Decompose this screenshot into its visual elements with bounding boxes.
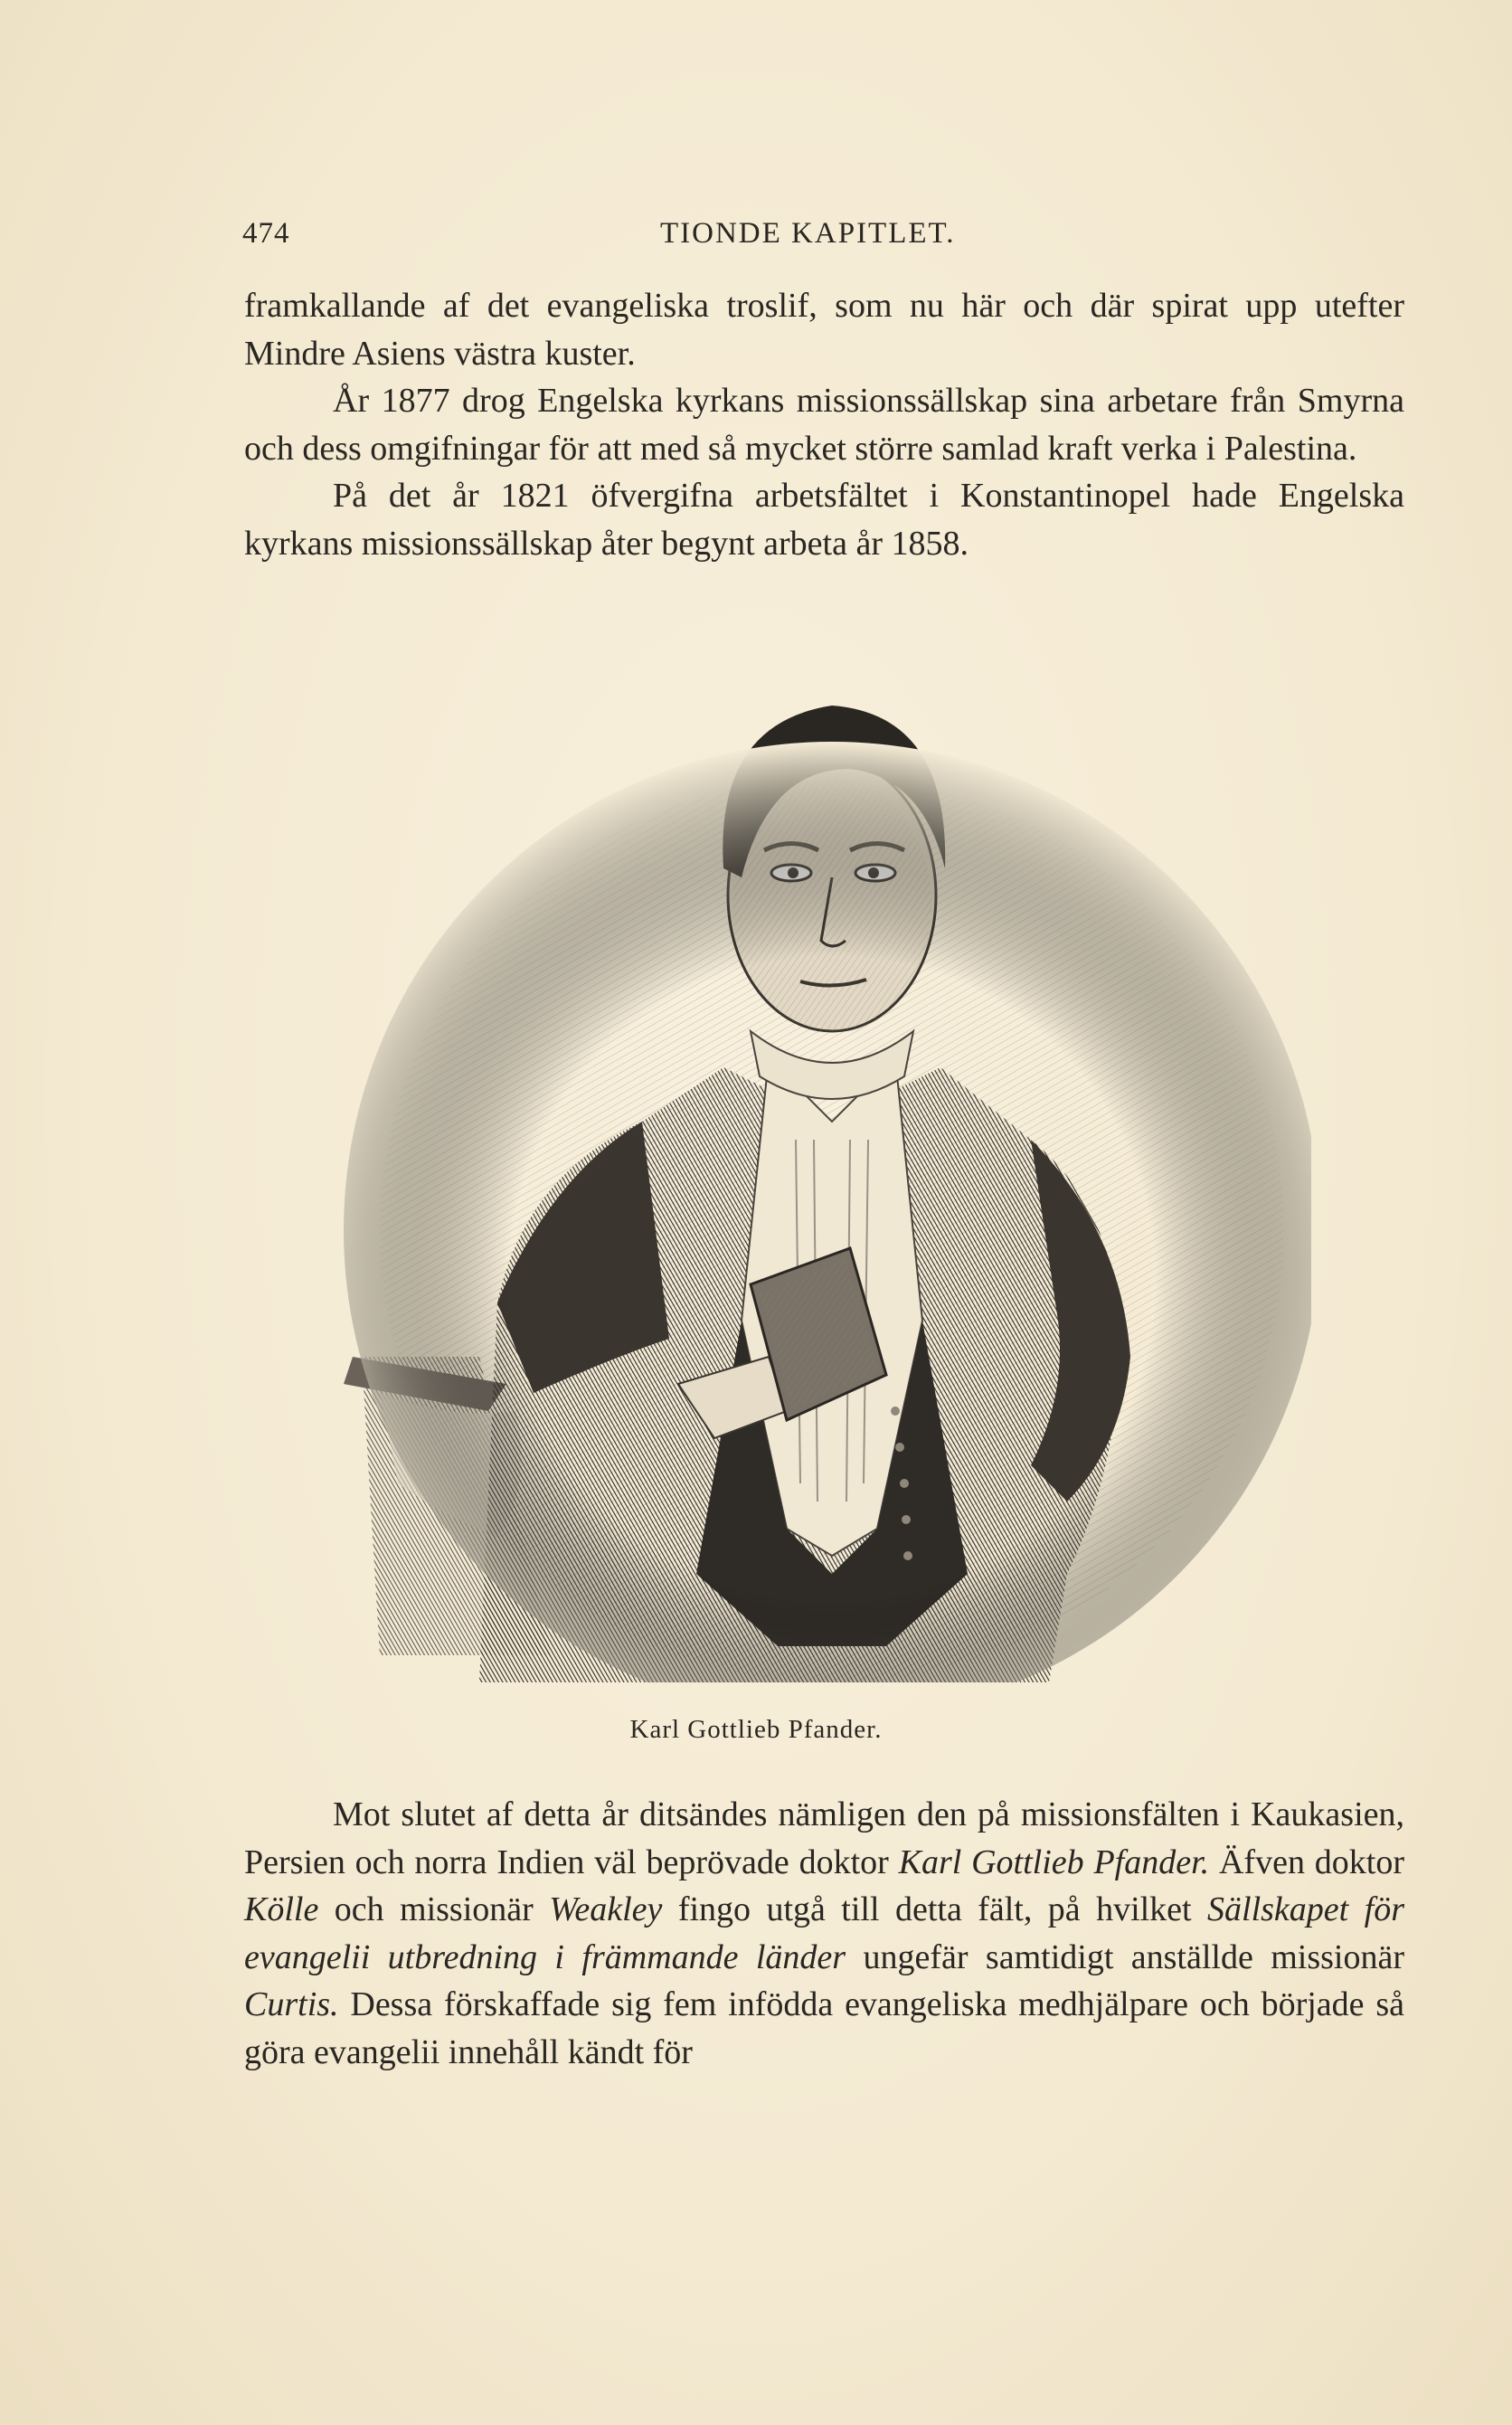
text-run: Mot slutet af detta år ditsändes nämligen den på missionsfälten i Kaukasien, Persien och norra Indien väl beprövade doktor <box>244 1795 1404 1881</box>
text-run: Dessa förskaffade sig fem infödda evangeliska medhjälpare och började så göra evangelii innehåll kändt för <box>244 1985 1404 2071</box>
running-head: TIONDE KAPITLET. <box>660 217 956 250</box>
portrait-caption: Karl Gottlieb Pfander. <box>629 1715 883 1744</box>
text-run: fingo utgå till detta fält, på hvilket <box>662 1890 1208 1928</box>
top-text-block <box>244 282 1404 567</box>
text-run: och missionär <box>318 1890 550 1928</box>
paragraph-4 <box>244 1791 1404 2076</box>
page-number: 474 <box>242 217 290 250</box>
paragraph-3: På det år 1821 öfvergifna arbetsfältet i Konstantinopel hade Engelska kyrkans missionssällskap åter begynt arbeta år 1858. <box>244 477 1404 563</box>
italic-name-kolle: Kölle <box>244 1890 319 1928</box>
italic-name-pfander: Karl Gottlieb Pfander. <box>898 1842 1210 1881</box>
bottom-text-block <box>244 1791 1404 2076</box>
italic-name-curtis: Curtis. <box>244 1985 339 2023</box>
text-run: Äfven doktor <box>1209 1842 1404 1881</box>
text-run: ungefär samtidigt anställde missionär <box>846 1937 1404 1976</box>
engraved-portrait-icon <box>344 669 1311 1682</box>
paragraph-2: År 1877 drog Engelska kyrkans missionssällskap sina arbetare från Smyrna och dess omgifningar för att med så mycket större samlad kraft verka i Palestina. <box>244 382 1404 468</box>
page-header <box>242 217 1409 262</box>
paragraph-1: framkallande af det evangeliska troslif, som nu här och där spirat upp utefter Mindre Asiens västra kuster. <box>244 287 1404 373</box>
italic-name-weakley: Weakley <box>549 1890 663 1928</box>
italic-society-name: Sällskapet för evangelii utbredning i främmande länder <box>244 1890 1404 1976</box>
